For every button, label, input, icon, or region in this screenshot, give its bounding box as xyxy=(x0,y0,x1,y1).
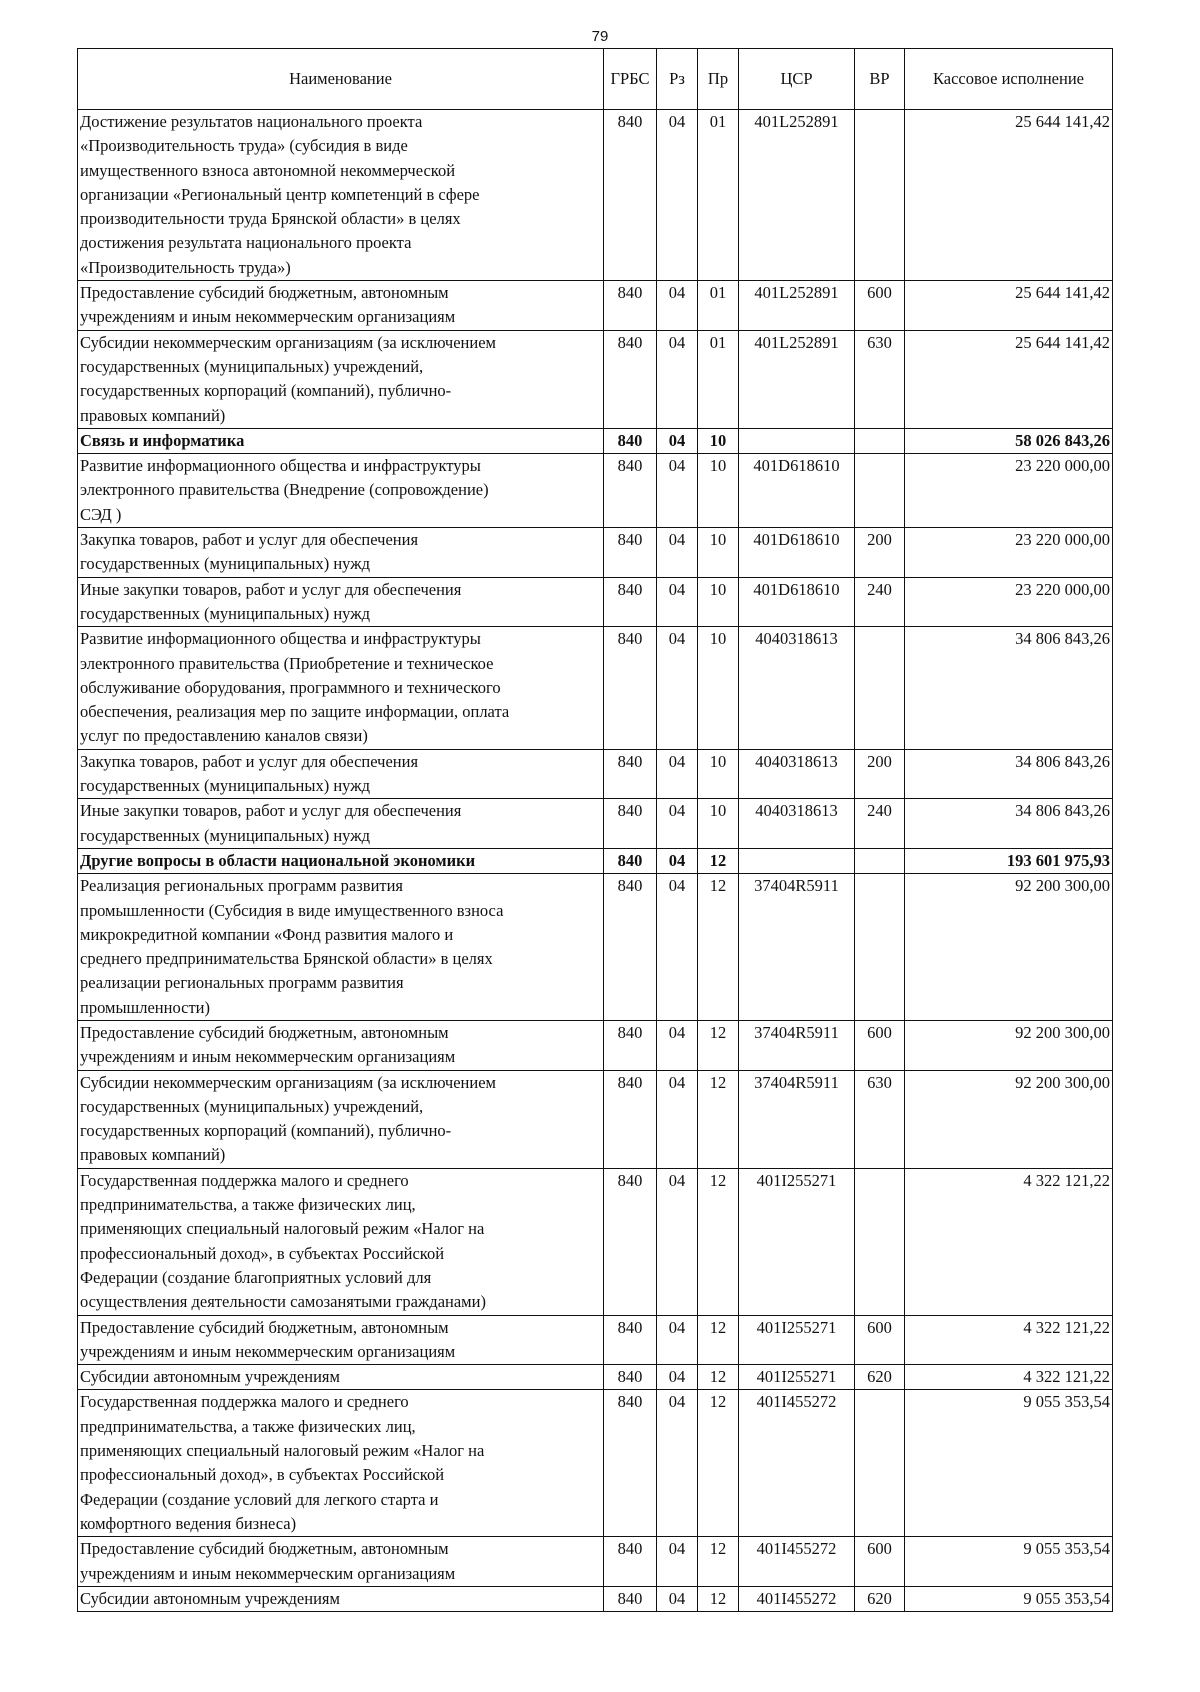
cell-name: Субсидии автономным учреждениям xyxy=(78,1586,604,1611)
cell-vr xyxy=(855,1390,905,1537)
cell-rz: 04 xyxy=(657,1168,698,1315)
cell-vr xyxy=(855,848,905,873)
cell-name: Субсидии некоммерческим организациям (за исключением государственных (муниципальных) учреждений, государственных корпораций (компаний), публично- правовых компаний) xyxy=(78,330,604,428)
cell-amount: 193 601 975,93 xyxy=(905,848,1113,873)
cell-pr: 12 xyxy=(698,1365,739,1390)
cell-amount: 34 806 843,26 xyxy=(905,749,1113,799)
cell-name: Развитие информационного общества и инфраструктуры электронного правительства (Внедрение (сопровождение) СЭД ) xyxy=(78,454,604,528)
cell-rz: 04 xyxy=(657,749,698,799)
cell-amount: 23 220 000,00 xyxy=(905,577,1113,627)
table-row xyxy=(78,454,1113,528)
cell-csr: 4040318613 xyxy=(739,627,855,749)
cell-grbs: 840 xyxy=(604,874,657,1021)
cell-vr: 240 xyxy=(855,799,905,849)
cell-rz: 04 xyxy=(657,1315,698,1365)
cell-pr: 12 xyxy=(698,874,739,1021)
cell-rz: 04 xyxy=(657,1537,698,1587)
cell-grbs: 840 xyxy=(604,330,657,428)
cell-csr: 401I255271 xyxy=(739,1168,855,1315)
cell-csr: 4040318613 xyxy=(739,749,855,799)
header-grbs: ГРБС xyxy=(604,49,657,110)
cell-grbs: 840 xyxy=(604,528,657,578)
cell-rz: 04 xyxy=(657,281,698,331)
cell-pr: 12 xyxy=(698,1168,739,1315)
table-row xyxy=(78,577,1113,627)
cell-csr: 37404R5911 xyxy=(739,1020,855,1070)
cell-rz: 04 xyxy=(657,1070,698,1168)
cell-csr: 401D618610 xyxy=(739,577,855,627)
cell-vr: 620 xyxy=(855,1586,905,1611)
cell-rz: 04 xyxy=(657,1365,698,1390)
table-row xyxy=(78,1390,1113,1537)
cell-rz: 04 xyxy=(657,428,698,453)
cell-csr: 4040318613 xyxy=(739,799,855,849)
table-row xyxy=(78,1365,1113,1390)
cell-vr xyxy=(855,627,905,749)
cell-vr: 620 xyxy=(855,1365,905,1390)
table-row xyxy=(78,281,1113,331)
cell-grbs: 840 xyxy=(604,848,657,873)
table-row xyxy=(78,848,1113,873)
cell-name: Закупка товаров, работ и услуг для обеспечения государственных (муниципальных) нужд xyxy=(78,749,604,799)
cell-csr: 401L252891 xyxy=(739,110,855,281)
cell-amount: 25 644 141,42 xyxy=(905,110,1113,281)
budget-table xyxy=(77,48,1113,1612)
cell-vr: 600 xyxy=(855,1020,905,1070)
cell-pr: 01 xyxy=(698,281,739,331)
table-row xyxy=(78,528,1113,578)
cell-grbs: 840 xyxy=(604,1315,657,1365)
header-rz: Рз xyxy=(657,49,698,110)
cell-name: Государственная поддержка малого и среднего предпринимательства, а также физических лиц, применяющих специальный налоговый режим «Налог на профессиональный доход», в субъектах Российской Федерации (создание благоприятных условий для осуществления деятельности самозанятыми гражданами) xyxy=(78,1168,604,1315)
cell-grbs: 840 xyxy=(604,1168,657,1315)
cell-name: Другие вопросы в области национальной экономики xyxy=(78,848,604,873)
cell-csr xyxy=(739,428,855,453)
cell-rz: 04 xyxy=(657,874,698,1021)
header-csr: ЦСР xyxy=(739,49,855,110)
cell-csr: 401I455272 xyxy=(739,1390,855,1537)
cell-name: Субсидии автономным учреждениям xyxy=(78,1365,604,1390)
cell-csr: 37404R5911 xyxy=(739,1070,855,1168)
cell-amount: 92 200 300,00 xyxy=(905,1070,1113,1168)
cell-pr: 12 xyxy=(698,1020,739,1070)
cell-amount: 4 322 121,22 xyxy=(905,1315,1113,1365)
table-row xyxy=(78,1586,1113,1611)
cell-grbs: 840 xyxy=(604,110,657,281)
cell-amount: 23 220 000,00 xyxy=(905,454,1113,528)
cell-pr: 10 xyxy=(698,428,739,453)
cell-name: Иные закупки товаров, работ и услуг для обеспечения государственных (муниципальных) нужд xyxy=(78,577,604,627)
cell-amount: 4 322 121,22 xyxy=(905,1168,1113,1315)
cell-name: Предоставление субсидий бюджетным, автономным учреждениям и иным некоммерческим организациям xyxy=(78,1020,604,1070)
cell-grbs: 840 xyxy=(604,1020,657,1070)
cell-pr: 12 xyxy=(698,1537,739,1587)
cell-vr: 200 xyxy=(855,528,905,578)
table-row xyxy=(78,627,1113,749)
cell-csr: 401L252891 xyxy=(739,330,855,428)
header-vr: ВР xyxy=(855,49,905,110)
cell-vr xyxy=(855,1168,905,1315)
cell-grbs: 840 xyxy=(604,577,657,627)
cell-csr: 401I455272 xyxy=(739,1537,855,1587)
cell-csr: 401I255271 xyxy=(739,1365,855,1390)
cell-pr: 10 xyxy=(698,528,739,578)
cell-csr: 401D618610 xyxy=(739,454,855,528)
cell-amount: 9 055 353,54 xyxy=(905,1390,1113,1537)
cell-amount: 4 322 121,22 xyxy=(905,1365,1113,1390)
cell-rz: 04 xyxy=(657,1390,698,1537)
cell-vr xyxy=(855,454,905,528)
cell-rz: 04 xyxy=(657,799,698,849)
cell-name: Связь и информатика xyxy=(78,428,604,453)
cell-amount: 23 220 000,00 xyxy=(905,528,1113,578)
cell-pr: 01 xyxy=(698,330,739,428)
cell-rz: 04 xyxy=(657,110,698,281)
cell-name: Достижение результатов национального проекта «Производительность труда» (субсидия в виде имущественного взноса автономной некоммерческой организации «Региональный центр компетенций в сфере производительности труда Брянской области» в целях достижения результата национального проекта «Производительность труда») xyxy=(78,110,604,281)
cell-grbs: 840 xyxy=(604,1070,657,1168)
cell-pr: 10 xyxy=(698,577,739,627)
table-row xyxy=(78,1537,1113,1587)
table-row xyxy=(78,749,1113,799)
cell-pr: 10 xyxy=(698,799,739,849)
page-number: 79 xyxy=(591,28,609,45)
cell-grbs: 840 xyxy=(604,281,657,331)
cell-vr: 200 xyxy=(855,749,905,799)
cell-csr: 37404R5911 xyxy=(739,874,855,1021)
cell-rz: 04 xyxy=(657,454,698,528)
cell-vr xyxy=(855,110,905,281)
table-row xyxy=(78,799,1113,849)
cell-rz: 04 xyxy=(657,528,698,578)
cell-rz: 04 xyxy=(657,1020,698,1070)
cell-csr: 401I255271 xyxy=(739,1315,855,1365)
cell-vr: 600 xyxy=(855,281,905,331)
cell-grbs: 840 xyxy=(604,1586,657,1611)
cell-pr: 12 xyxy=(698,848,739,873)
cell-name: Иные закупки товаров, работ и услуг для обеспечения государственных (муниципальных) нужд xyxy=(78,799,604,849)
cell-pr: 10 xyxy=(698,627,739,749)
cell-vr: 240 xyxy=(855,577,905,627)
cell-pr: 12 xyxy=(698,1070,739,1168)
cell-name: Развитие информационного общества и инфраструктуры электронного правительства (Приобретение и техническое обслуживание оборудования, программного и технического обеспечения, реализация мер по защите информации, оплата услуг по предоставлению каналов связи) xyxy=(78,627,604,749)
cell-amount: 25 644 141,42 xyxy=(905,330,1113,428)
cell-rz: 04 xyxy=(657,1586,698,1611)
cell-name: Государственная поддержка малого и среднего предпринимательства, а также физических лиц, применяющих специальный налоговый режим «Налог на профессиональный доход», в субъектах Российской Федерации (создание условий для легкого старта и комфортного ведения бизнеса) xyxy=(78,1390,604,1537)
cell-amount: 34 806 843,26 xyxy=(905,627,1113,749)
table-row xyxy=(78,428,1113,453)
cell-name: Субсидии некоммерческим организациям (за исключением государственных (муниципальных) учреждений, государственных корпораций (компаний), публично- правовых компаний) xyxy=(78,1070,604,1168)
cell-name: Предоставление субсидий бюджетным, автономным учреждениям и иным некоммерческим организациям xyxy=(78,281,604,331)
table-header-row xyxy=(78,49,1113,110)
cell-grbs: 840 xyxy=(604,1365,657,1390)
cell-rz: 04 xyxy=(657,577,698,627)
cell-pr: 01 xyxy=(698,110,739,281)
header-pr: Пр xyxy=(698,49,739,110)
cell-rz: 04 xyxy=(657,848,698,873)
cell-amount: 9 055 353,54 xyxy=(905,1537,1113,1587)
table-row xyxy=(78,1070,1113,1168)
cell-name: Закупка товаров, работ и услуг для обеспечения государственных (муниципальных) нужд xyxy=(78,528,604,578)
cell-pr: 12 xyxy=(698,1586,739,1611)
cell-csr: 401L252891 xyxy=(739,281,855,331)
cell-vr xyxy=(855,428,905,453)
cell-grbs: 840 xyxy=(604,1537,657,1587)
table-row xyxy=(78,110,1113,281)
cell-pr: 12 xyxy=(698,1390,739,1537)
cell-grbs: 840 xyxy=(604,749,657,799)
cell-vr xyxy=(855,874,905,1021)
table-body xyxy=(78,110,1113,1612)
cell-grbs: 840 xyxy=(604,627,657,749)
cell-vr: 600 xyxy=(855,1315,905,1365)
cell-grbs: 840 xyxy=(604,454,657,528)
cell-vr: 600 xyxy=(855,1537,905,1587)
table-row xyxy=(78,1020,1113,1070)
table-row xyxy=(78,330,1113,428)
cell-pr: 10 xyxy=(698,454,739,528)
cell-grbs: 840 xyxy=(604,799,657,849)
cell-vr: 630 xyxy=(855,330,905,428)
header-amount: Кассовое исполнение xyxy=(905,49,1113,110)
cell-amount: 58 026 843,26 xyxy=(905,428,1113,453)
table-row xyxy=(78,874,1113,1021)
cell-pr: 12 xyxy=(698,1315,739,1365)
cell-amount: 25 644 141,42 xyxy=(905,281,1113,331)
cell-grbs: 840 xyxy=(604,428,657,453)
cell-amount: 92 200 300,00 xyxy=(905,1020,1113,1070)
cell-rz: 04 xyxy=(657,330,698,428)
cell-csr: 401I455272 xyxy=(739,1586,855,1611)
cell-pr: 10 xyxy=(698,749,739,799)
cell-name: Реализация региональных программ развития промышленности (Субсидия в виде имущественного взноса микрокредитной компании «Фонд развития малого и среднего предпринимательства Брянской области» в целях реализации региональных программ развития промышленности) xyxy=(78,874,604,1021)
cell-name: Предоставление субсидий бюджетным, автономным учреждениям и иным некоммерческим организациям xyxy=(78,1315,604,1365)
cell-csr xyxy=(739,848,855,873)
header-name: Наименование xyxy=(78,49,604,110)
table-row xyxy=(78,1168,1113,1315)
cell-amount: 9 055 353,54 xyxy=(905,1586,1113,1611)
cell-rz: 04 xyxy=(657,627,698,749)
cell-vr: 630 xyxy=(855,1070,905,1168)
cell-amount: 34 806 843,26 xyxy=(905,799,1113,849)
table-row xyxy=(78,1315,1113,1365)
cell-name: Предоставление субсидий бюджетным, автономным учреждениям и иным некоммерческим организациям xyxy=(78,1537,604,1587)
cell-amount: 92 200 300,00 xyxy=(905,874,1113,1021)
cell-csr: 401D618610 xyxy=(739,528,855,578)
cell-grbs: 840 xyxy=(604,1390,657,1537)
